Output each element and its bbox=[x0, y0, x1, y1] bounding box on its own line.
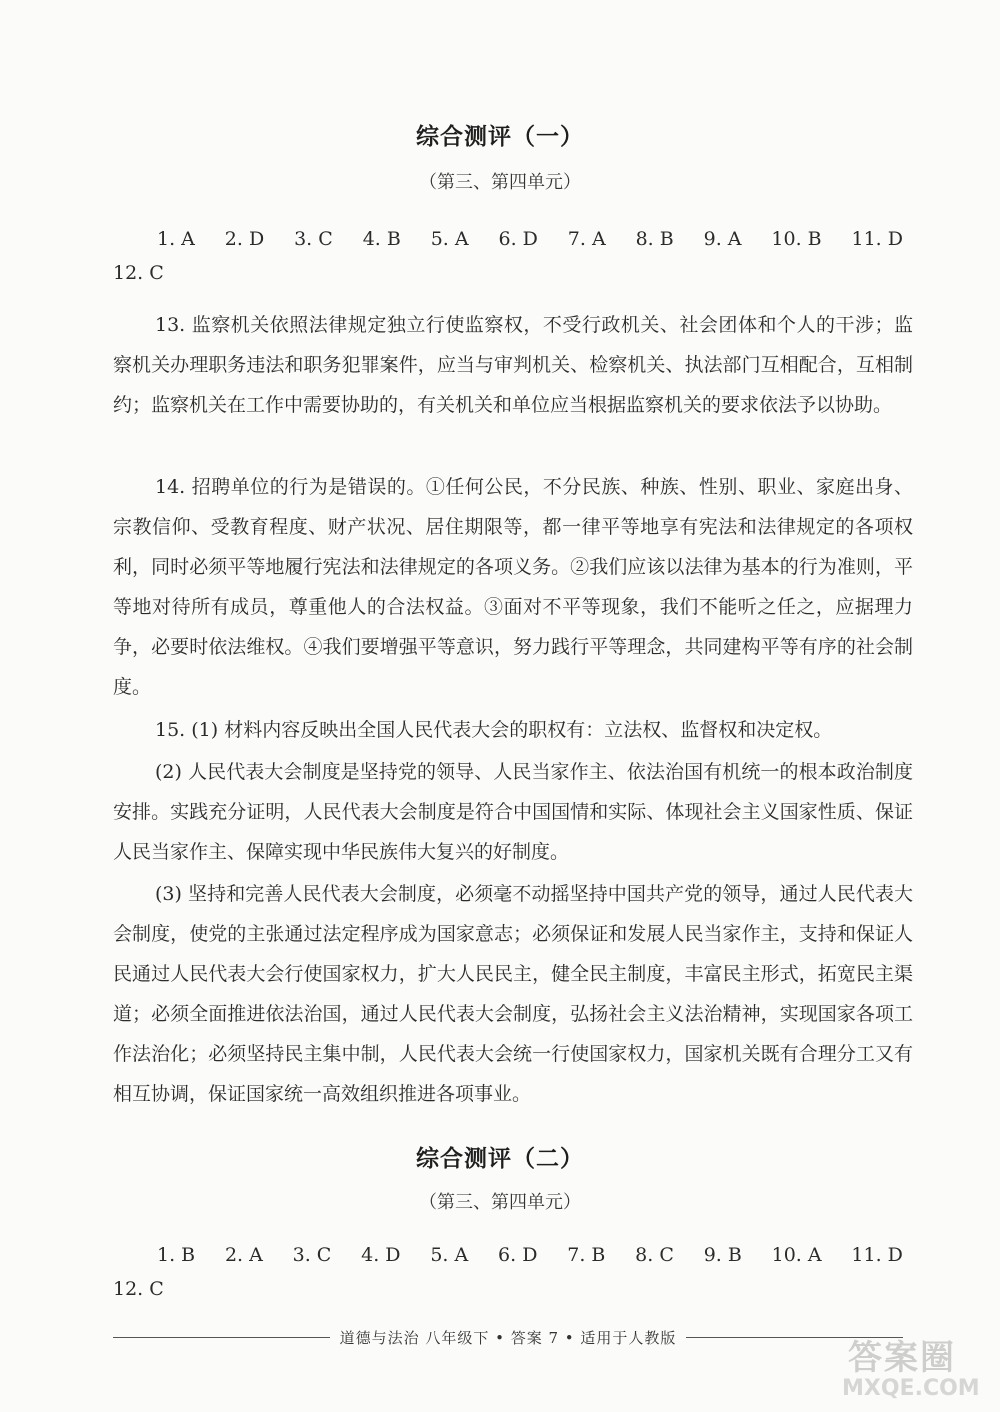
section2-answer-list bbox=[113, 1238, 903, 1306]
section1-answer-2: 2. D bbox=[224, 228, 265, 250]
question-15-part1-answer: 15. (1) 材料内容反映出全国人民代表大会的职权有：立法权、监督权和决定权。 bbox=[155, 719, 833, 741]
watermark-url: MXQE.COM bbox=[842, 1376, 980, 1401]
section2-answer-1: 1. B bbox=[157, 1244, 196, 1266]
footer-text: 道德与法治 八年级下 • 答案 7 • 适用于人教版 bbox=[339, 1328, 677, 1347]
section2-answers-row2: 12. C bbox=[113, 1278, 164, 1300]
section2-answer-6: 6. D bbox=[498, 1244, 538, 1266]
section1-answer-6: 6. D bbox=[498, 228, 538, 250]
section2-subtitle: （第三、第四单元） bbox=[419, 1192, 581, 1213]
section2-answer-9: 9. B bbox=[703, 1244, 742, 1266]
section1-subtitle: （第三、第四单元） bbox=[419, 172, 581, 193]
section1-answers-row2: 12. C bbox=[113, 262, 164, 284]
section1-answer-7: 7. A bbox=[567, 228, 606, 250]
site-watermark bbox=[838, 1330, 998, 1410]
section2-answer-2: 2. A bbox=[224, 1244, 263, 1266]
section1-title: 综合测评（一） bbox=[416, 124, 584, 150]
question-14-answer: 14. 招聘单位的行为是错误的。①任何公民，不分民族、种族、性别、职业、家庭出身、宗教信仰、受教育程度、财产状况、居住期限等，都一律平等地享有宪法和法律规定的各项权利，同时必须平等地履行宪法和法律规定的各项义务。②我们应该以法律为基本的行为准则，平等地对待所有成员，尊重他人的合法权益。③面对不平等现象，我们不能听之任之，应据理力争，必要时依法维权。④我们要增强平等意识，努力践行平等理念，共同建构平等有序的社会制度。 bbox=[113, 476, 913, 698]
section1-answer-5: 5. A bbox=[430, 228, 469, 250]
section1-answer-8: 8. B bbox=[635, 228, 674, 250]
watermark-logo: 答案圈 bbox=[848, 1338, 956, 1378]
footer-rule-left bbox=[113, 1337, 330, 1338]
section1-answer-11: 11. D bbox=[851, 228, 903, 250]
section1-answer-list bbox=[113, 222, 903, 290]
section2-title: 综合测评（二） bbox=[416, 1146, 584, 1172]
section2-answer-11: 11. D bbox=[851, 1244, 903, 1266]
section2-answer-10: 10. A bbox=[771, 1244, 822, 1266]
question-15-part2-answer: (2) 人民代表大会制度是坚持党的领导、人民当家作主、依法治国有机统一的根本政治制度安排。实践充分证明，人民代表大会制度是符合中国国情和实际、体现社会主义国家性质、保证人民当家作主、保障实现中华民族伟大复兴的好制度。 bbox=[113, 761, 913, 863]
section1-answer-4: 4. B bbox=[362, 228, 401, 250]
question-13-answer: 13. 监察机关依照法律规定独立行使监察权，不受行政机关、社会团体和个人的干涉；监察机关办理职务违法和职务犯罪案件，应当与审判机关、检察机关、执法部门互相配合，互相制约；监察机关在工作中需要协助的，有关机关和单位应当根据监察机关的要求依法予以协助。 bbox=[113, 314, 913, 416]
section2-answer-3: 3. C bbox=[292, 1244, 332, 1266]
section2-answer-5: 5. A bbox=[430, 1244, 469, 1266]
section2-answers-row bbox=[113, 1238, 903, 1272]
page-footer bbox=[113, 1324, 903, 1350]
section1-answer-1: 1. A bbox=[157, 228, 195, 250]
section1-answer-9: 9. A bbox=[703, 228, 742, 250]
section2-answer-8: 8. C bbox=[635, 1244, 674, 1266]
section1-answers-row bbox=[113, 222, 903, 256]
section2-answer-4: 4. D bbox=[361, 1244, 401, 1266]
section2-answer-7: 7. B bbox=[567, 1244, 606, 1266]
section1-answer-10: 10. B bbox=[771, 228, 822, 250]
section1-answer-3: 3. C bbox=[294, 228, 333, 250]
question-15-part3-answer: (3) 坚持和完善人民代表大会制度，必须毫不动摇坚持中国共产党的领导，通过人民代表大会制度，使党的主张通过法定程序成为国家意志；必须保证和发展人民当家作主，支持和保证人民通过人民代表大会行使国家权力，扩大人民民主，健全民主制度，丰富民主形式，拓宽民主渠道；必须全面推进依法治国，通过人民代表大会制度，弘扬社会主义法治精神，实现国家各项工作法治化；必须坚持民主集中制，人民代表大会统一行使国家权力，国家机关既有合理分工又有相互协调，保证国家统一高效组织推进各项事业。 bbox=[113, 883, 913, 1105]
